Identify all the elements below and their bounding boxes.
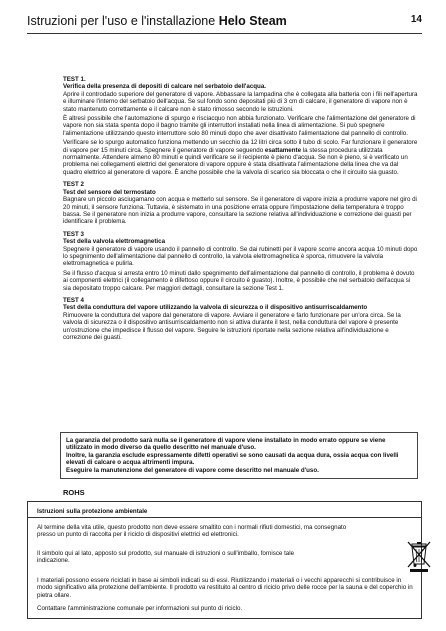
test-paragraph: Se il flusso d'acqua si arresta entro 10 minuti dallo spegnimento dell'alimentazione dal pannello di controllo, il problema è dovuto ai componenti elettrici (il collegamento è difettoso oppure il circuito è guasto). Inoltre, è possibile che nel serbatoio dell'acqua si sia depositato troppo calcare. Per maggiori dettagli, consultare la sezione Test 1. bbox=[63, 269, 415, 292]
test-title: Verifica della presenza di depositi di calcare nel serbatoio dell'acqua. bbox=[63, 83, 266, 91]
test-paragraph: Bagnare un piccolo asciugamano con acqua e metterlo sul sensore. Se il generatore di vapore inizia a produrre vapore nel giro di 20 minuti, il sensore funziona. Tuttavia, è sistemato in una posizione errata oppure l'impostazione della temperatura è troppo bassa. Se il generatore non inizia a produrre vapore, consultare la sezione relativa all'individuazione e correzione dei guasti per identificare il problema. bbox=[63, 196, 417, 226]
page-header bbox=[27, 12, 422, 34]
env-paragraph: Contattare l'amministrazione comunale per informazioni sul punto di riciclo. bbox=[37, 605, 243, 612]
page-number: 14 bbox=[410, 14, 422, 25]
env-paragraph: I materiali possono essere riciclati in base ai simboli indicati su di essi. Riutilizzando i materiali o i vecchi apparecchi si contribuisce in modo significativo alla protezione dell'ambiente. Il prodotto va restituito al centro di riciclo privo delle rocce per la sauna e del coperchio in pietra ollare. bbox=[37, 577, 413, 599]
test-number: TEST 3 bbox=[63, 230, 84, 238]
test-1 bbox=[63, 76, 418, 176]
test-4 bbox=[63, 297, 418, 341]
warning-line: La garanzia del prodotto sarà nulla se il generatore di vapore viene installato in modo errato oppure se viene utilizzato in modo diverso da quello descritto nel manuale d'uso. bbox=[66, 437, 386, 452]
env-title-divider bbox=[28, 517, 421, 518]
test-paragraph bbox=[63, 139, 418, 176]
test-3 bbox=[63, 231, 418, 292]
test-2 bbox=[63, 181, 418, 225]
env-paragraph: Al termine della vita utile, questo prodotto non deve essere smaltito con i normali rifiuti domestici, ma consegnato presso un punto di raccolta per il riciclo di dispositivi elettrici ed elettronici. bbox=[37, 524, 347, 539]
environmental-protection-box bbox=[27, 501, 422, 619]
test-paragraph: Rimuovere la conduttura del vapore dal generatore di vapore. Avviare il generatore e farlo funzionare per un'ora circa. Se la valvola di sicurezza o il dispositivo antisurriscaldamento non si attiva durante il test, nella conduttura del vapore è presente un'ostruzione che impedisce il flusso del vapore. Seguire le istruzioni riportate nella sezione relativa all'individuazione e correzione dei guasti. bbox=[63, 311, 401, 341]
paragraph-text: la stessa procedura utilizzata normalmente. Attendere almeno 80 minuti e quindi verificare se il recipiente è pieno d'acqua. Se non è pieno, si è verificato un problema nei collegamenti elettrici del generatore di vapore oppure è stata disattivata l'alimentazione della linea che va dal quadro elettrico al generatore di vapore. È anche possibile che la valvola di scarico sia bloccata o che il circuito sia guasto. bbox=[63, 146, 408, 176]
test-title: Test del sensore del termostato bbox=[63, 188, 156, 196]
emphasis-text: esattamente bbox=[264, 146, 302, 154]
test-paragraph: Aprire il controdado superiore del generatore di vapore. Abbassare la lampadina che è collegata alla batteria con i fili nell'apertura e illuminare l'interno del serbatoio dell'acqua. Se sul fondo sono depositati più di 3 cm di calcare, il generatore di vapore non è stato mantenuto correttamente e il calcare non è stato rimosso secondo le istruzioni. bbox=[63, 90, 418, 113]
warning-line: Eseguire la manutenzione del generatore di vapore come descritto nel manuale d'uso. bbox=[66, 466, 319, 474]
header-title-product: Helo Steam bbox=[218, 14, 287, 28]
crossed-out-wheelie-bin-icon bbox=[404, 539, 434, 573]
warning-line: Inoltre, la garanzia esclude espressamente difetti operativi se sono causati da acqua dura, ossia acqua con livelli elevati di calcare o acqua altrimenti impura. bbox=[66, 451, 399, 467]
header-title-prefix: Istruzioni per l'uso e l'installazione bbox=[27, 14, 216, 28]
header-divider bbox=[27, 33, 422, 34]
warranty-warning-box bbox=[60, 432, 418, 479]
env-paragraph: Il simbolo qui al lato, apposto sul prodotto, sul manuale di istruzioni o sull'imballo, fornisce tale indicazione. bbox=[37, 550, 295, 565]
test-paragraph: È altresì possibile che l'automazione di spurgo e risciacquo non abbia funzionato. Verificare che l'alimentazione del generatore di vapore non sia stata spenta dopo il bagno tramite gli interruttori installati nella linea di alimentazione. Si può spegnere l'alimentazione utilizzando questo interruttore solo 80 minuti dopo che aver disattivato l'alimentazione dal pannello di controllo. bbox=[63, 115, 416, 137]
test-title: Test della valvola elettromagnetica bbox=[63, 238, 166, 246]
test-number: TEST 2 bbox=[63, 181, 84, 189]
env-box-title: Istruzioni sulla protezione ambientale bbox=[37, 508, 148, 515]
header-title bbox=[27, 14, 287, 28]
test-title: Test della conduttura del vapore utilizzando la valvola di sicurezza o il dispositivo antisurriscaldamento bbox=[63, 304, 368, 312]
paragraph-text: Verificare se lo spurgo automatico funziona mettendo un secchio da 12 litri circa sotto il tubo di scolo. Far funzionare il generatore di vapore per 15 minuti circa. Spegnere il generatore di vapore seguendo bbox=[63, 139, 418, 154]
rohs-heading: ROHS bbox=[63, 488, 85, 497]
troubleshooting-tests bbox=[63, 76, 418, 346]
test-number: TEST 1. bbox=[63, 76, 86, 83]
test-paragraph: Spegnere il generatore di vapore usando il pannello di controllo. Se dai rubinetti per il vapore scorre ancora acqua 10 minuti dopo lo spegnimento dell'alimentazione dal pannello di controllo, la valvola elettromagnetica è sporca, rimuovere la valvola elettromagnetica e pulirla. bbox=[63, 245, 418, 268]
test-number: TEST 4 bbox=[63, 296, 84, 304]
